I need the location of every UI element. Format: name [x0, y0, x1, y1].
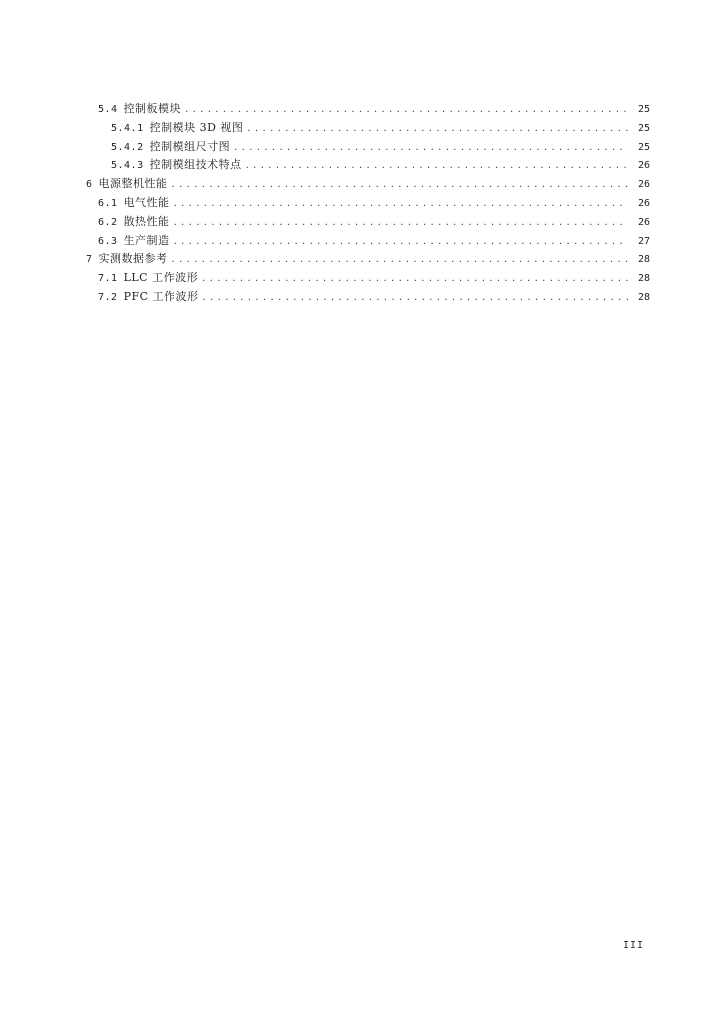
toc-entry-number: 6.3 — [98, 235, 118, 247]
toc-entry-title: 电气性能 — [123, 195, 170, 209]
toc-entry[interactable] — [86, 175, 650, 194]
toc-entry-page: 27 — [637, 235, 650, 247]
toc-entry-title: LLC 工作波形 — [123, 271, 199, 285]
toc-entry-page: 26 — [637, 197, 650, 209]
toc-dot-leader — [172, 176, 628, 195]
toc-entry-page: 25 — [637, 122, 650, 134]
toc-entry-page: 28 — [637, 291, 650, 303]
toc-dot-leader — [174, 195, 628, 214]
toc-entry-page: 26 — [637, 216, 650, 228]
toc-entry-page: 26 — [637, 179, 650, 191]
toc-entry-page: 28 — [637, 254, 650, 266]
toc-entry[interactable] — [86, 100, 650, 119]
toc-entry-number: 5.4.1 — [111, 122, 144, 134]
toc-entry-page: 25 — [637, 141, 650, 153]
toc-entry-number: 6 — [86, 179, 93, 191]
toc-dot-leader — [174, 214, 628, 233]
toc-entry-number: 6.1 — [98, 197, 118, 209]
toc-entry-title: 实测数据参考 — [98, 252, 168, 266]
toc-entry-title: 控制模组尺寸图 — [149, 139, 231, 153]
toc-dot-leader — [172, 251, 628, 270]
toc-entry-number: 6.2 — [98, 216, 118, 228]
toc-entry-number: 7 — [86, 254, 93, 266]
toc-entry-title: 散热性能 — [123, 214, 170, 228]
toc-entry[interactable] — [86, 269, 650, 288]
toc-dot-leader — [185, 101, 628, 120]
toc-dot-leader — [202, 270, 628, 289]
toc-entry[interactable] — [86, 288, 650, 307]
toc-entry[interactable] — [86, 213, 650, 232]
toc-entry[interactable] — [86, 119, 650, 138]
toc-entry-page: 28 — [637, 273, 650, 285]
toc-entry-title: PFC 工作波形 — [123, 289, 199, 303]
toc-entry-number: 7.1 — [98, 273, 118, 285]
toc-entry-title: 控制板模块 — [123, 102, 182, 115]
toc-entry-title: 控制模组技术特点 — [149, 158, 242, 172]
toc-entry-title: 生产制造 — [123, 233, 170, 247]
toc-entry-page: 26 — [637, 160, 650, 172]
toc-dot-leader — [247, 120, 628, 139]
toc-entry-number: 5.4 — [98, 104, 118, 115]
toc-entry-number: 7.2 — [98, 291, 118, 303]
toc-entry-number: 5.4.2 — [111, 141, 144, 153]
toc-entry-page: 25 — [637, 104, 650, 115]
toc-entry[interactable] — [86, 156, 650, 175]
toc-entry-title: 电源整机性能 — [98, 177, 168, 191]
toc-entry[interactable] — [86, 250, 650, 269]
toc-entry[interactable] — [86, 232, 650, 251]
toc-entry-title: 控制模块 3D 视图 — [149, 120, 244, 134]
page-number: III — [622, 940, 644, 951]
toc-dot-leader — [203, 289, 628, 308]
toc-dot-leader — [234, 139, 628, 158]
toc-entry[interactable] — [86, 138, 650, 157]
toc-dot-leader — [246, 157, 628, 176]
table-of-contents — [86, 100, 650, 307]
toc-entry-number: 5.4.3 — [111, 160, 144, 172]
toc-entry[interactable] — [86, 194, 650, 213]
toc-dot-leader — [174, 233, 628, 252]
